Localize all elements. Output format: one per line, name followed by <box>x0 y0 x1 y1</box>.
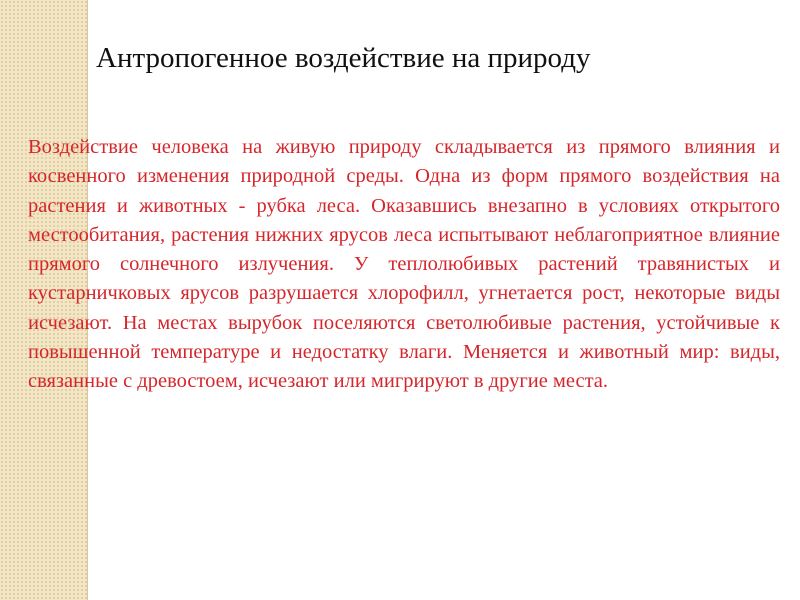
slide-title: Антропогенное воздействие на природу <box>96 42 591 74</box>
slide-body-text: Воздействие человека на живую природу складывается из прямого влияния и косвенного изменения природной среды. Одна из форм прямого воздействия на растения и животных - рубка леса. Оказавшись внезапно в условиях открытого местообитания, растения нижних ярусов леса испытывают неблагоприятное влияние прямого солнечного излучения. У теплолюбивых растений травянистых и кустарничковых ярусов разрушается хлорофилл, угнетается рост, некоторые виды исчезают. На местах вырубок поселяются светолюбивые растения, устойчивые к повышенной температуре и недостатку влаги. Меняется и животный мир: виды, связанные с древостоем, исчезают или мигрируют в другие места. <box>28 136 780 393</box>
